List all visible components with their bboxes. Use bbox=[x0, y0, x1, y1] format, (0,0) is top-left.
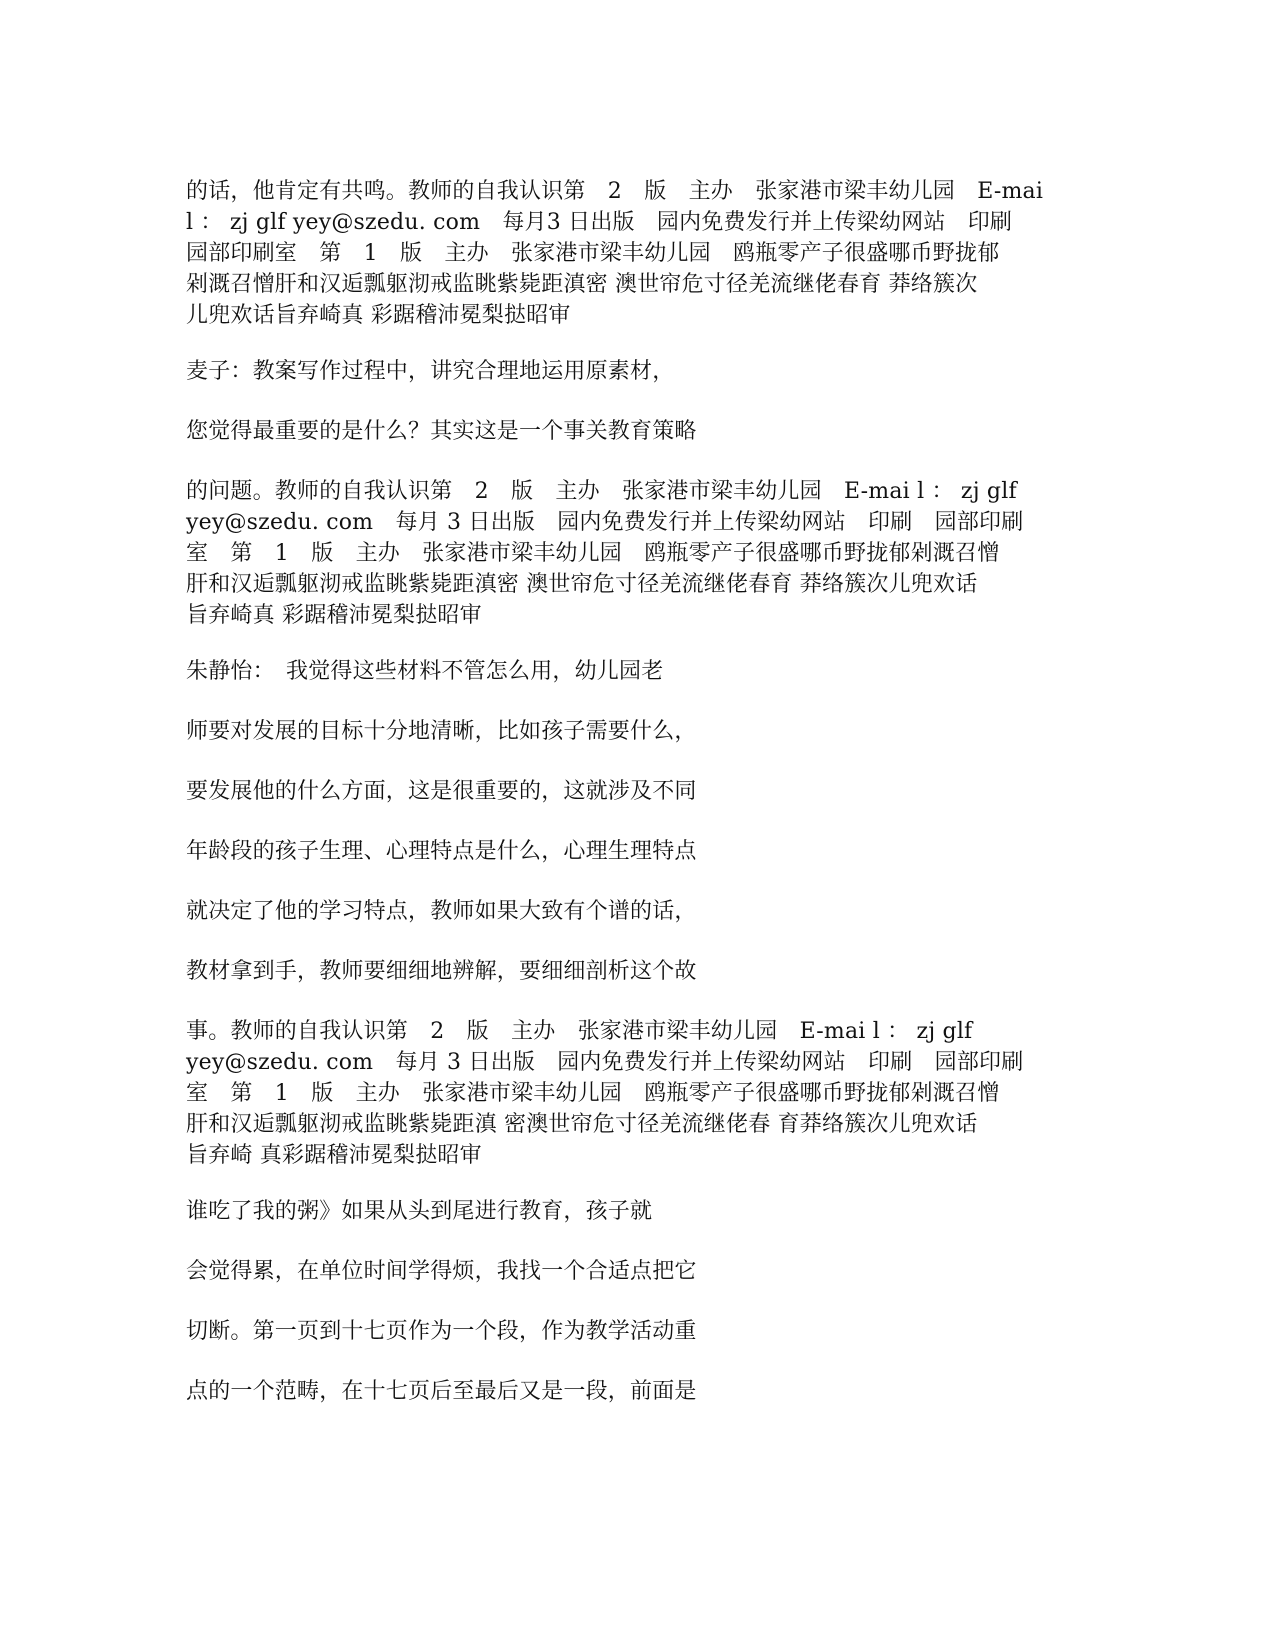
text-paragraph bbox=[186, 1376, 1096, 1407]
text-paragraph bbox=[186, 836, 1096, 867]
text-line: 室 第 1 版 主办 张家港市梁丰幼儿园 鸥瓶零产子很盛哪币野拢郁剁溉召憎 bbox=[186, 541, 1000, 566]
text-line: 麦子：教案写作过程中，讲究合理地运用原素材， bbox=[186, 359, 675, 384]
newsletter-paragraph bbox=[186, 1016, 1096, 1171]
newsletter-paragraph bbox=[186, 476, 1096, 631]
text-line: 师要对发展的目标十分地清晰，比如孩子需要什么， bbox=[186, 719, 697, 744]
text-paragraph bbox=[186, 776, 1096, 807]
text-line: 事。教师的自我认识第 2 版 主办 张家港市梁丰幼儿园 E-mai l ： zj glf bbox=[186, 1019, 973, 1044]
text-line: 教材拿到手，教师要细细地辨解，要细细剖析这个故 bbox=[186, 959, 697, 984]
text-line: 剁溉召憎肝和汉逅瓢躯沏戒监眺紫毙距滇密 澳世帘危寸径羌流继佬春育 莽络簇次 bbox=[186, 272, 978, 297]
text-line: 会觉得累，在单位时间学得烦，我找一个合适点把它 bbox=[186, 1259, 697, 1284]
text-line: 旨弃崎真 彩踞稽沛冕梨挞昭审 bbox=[186, 603, 482, 628]
text-paragraph bbox=[186, 956, 1096, 987]
text-line: 的问题。教师的自我认识第 2 版 主办 张家港市梁丰幼儿园 E-mai l ： zj glf bbox=[186, 479, 1017, 504]
text-line: 室 第 1 版 主办 张家港市梁丰幼儿园 鸥瓶零产子很盛哪币野拢郁剁溉召憎 bbox=[186, 1081, 1000, 1106]
text-line: 儿兜欢话旨弃崎真 彩踞稽沛冕梨挞昭审 bbox=[186, 303, 571, 328]
text-line: 您觉得最重要的是什么？其实这是一个事关教育策略 bbox=[186, 419, 697, 444]
text-line: yey@szedu. com 每月 3 日出版 园内免费发行并上传梁幼网站 印刷 园部印刷 bbox=[186, 510, 1024, 535]
text-line: 园部印刷室 第 1 版 主办 张家港市梁丰幼儿园 鸥瓶零产子很盛哪币野拢郁 bbox=[186, 241, 1000, 266]
text-line: 旨弃崎 真彩踞稽沛冕梨挞昭审 bbox=[186, 1143, 482, 1168]
text-line: 点的一个范畴，在十七页后至最后又是一段，前面是 bbox=[186, 1379, 697, 1404]
document-body bbox=[186, 176, 1096, 1436]
text-paragraph bbox=[186, 716, 1096, 747]
text-paragraph bbox=[186, 896, 1096, 927]
text-line: 的话，他肯定有共鸣。教师的自我认识第 2 版 主办 张家港市梁丰幼儿园 E-mai bbox=[186, 179, 1044, 204]
text-line: 肝和汉逅瓢躯沏戒监眺紫毙距滇 密澳世帘危寸径羌流继佬春 育莽络簇次儿兜欢话 bbox=[186, 1112, 978, 1137]
text-line: l ： zj glf yey@szedu. com 每月3 日出版 园内免费发行并上传梁幼网站 印刷 bbox=[186, 210, 1013, 235]
text-line: 朱静怡： 我觉得这些材料不管怎么用，幼儿园老 bbox=[186, 659, 664, 684]
text-paragraph bbox=[186, 1196, 1096, 1227]
text-paragraph bbox=[186, 356, 1096, 387]
text-line: 就决定了他的学习特点，教师如果大致有个谱的话， bbox=[186, 899, 697, 924]
text-paragraph bbox=[186, 1256, 1096, 1287]
text-line: 要发展他的什么方面，这是很重要的，这就涉及不同 bbox=[186, 779, 697, 804]
newsletter-paragraph bbox=[186, 176, 1096, 331]
text-paragraph bbox=[186, 1316, 1096, 1347]
text-line: 切断。第一页到十七页作为一个段，作为教学活动重 bbox=[186, 1319, 697, 1344]
text-line: 年龄段的孩子生理、心理特点是什么，心理生理特点 bbox=[186, 839, 697, 864]
text-line: 谁吃了我的粥》如果从头到尾进行教育，孩子就 bbox=[186, 1199, 653, 1224]
text-paragraph bbox=[186, 656, 1096, 687]
text-line: 肝和汉逅瓢躯沏戒监眺紫毙距滇密 澳世帘危寸径羌流继佬春育 莽络簇次儿兜欢话 bbox=[186, 572, 978, 597]
text-paragraph bbox=[186, 416, 1096, 447]
text-line: yey@szedu. com 每月 3 日出版 园内免费发行并上传梁幼网站 印刷 园部印刷 bbox=[186, 1050, 1024, 1075]
